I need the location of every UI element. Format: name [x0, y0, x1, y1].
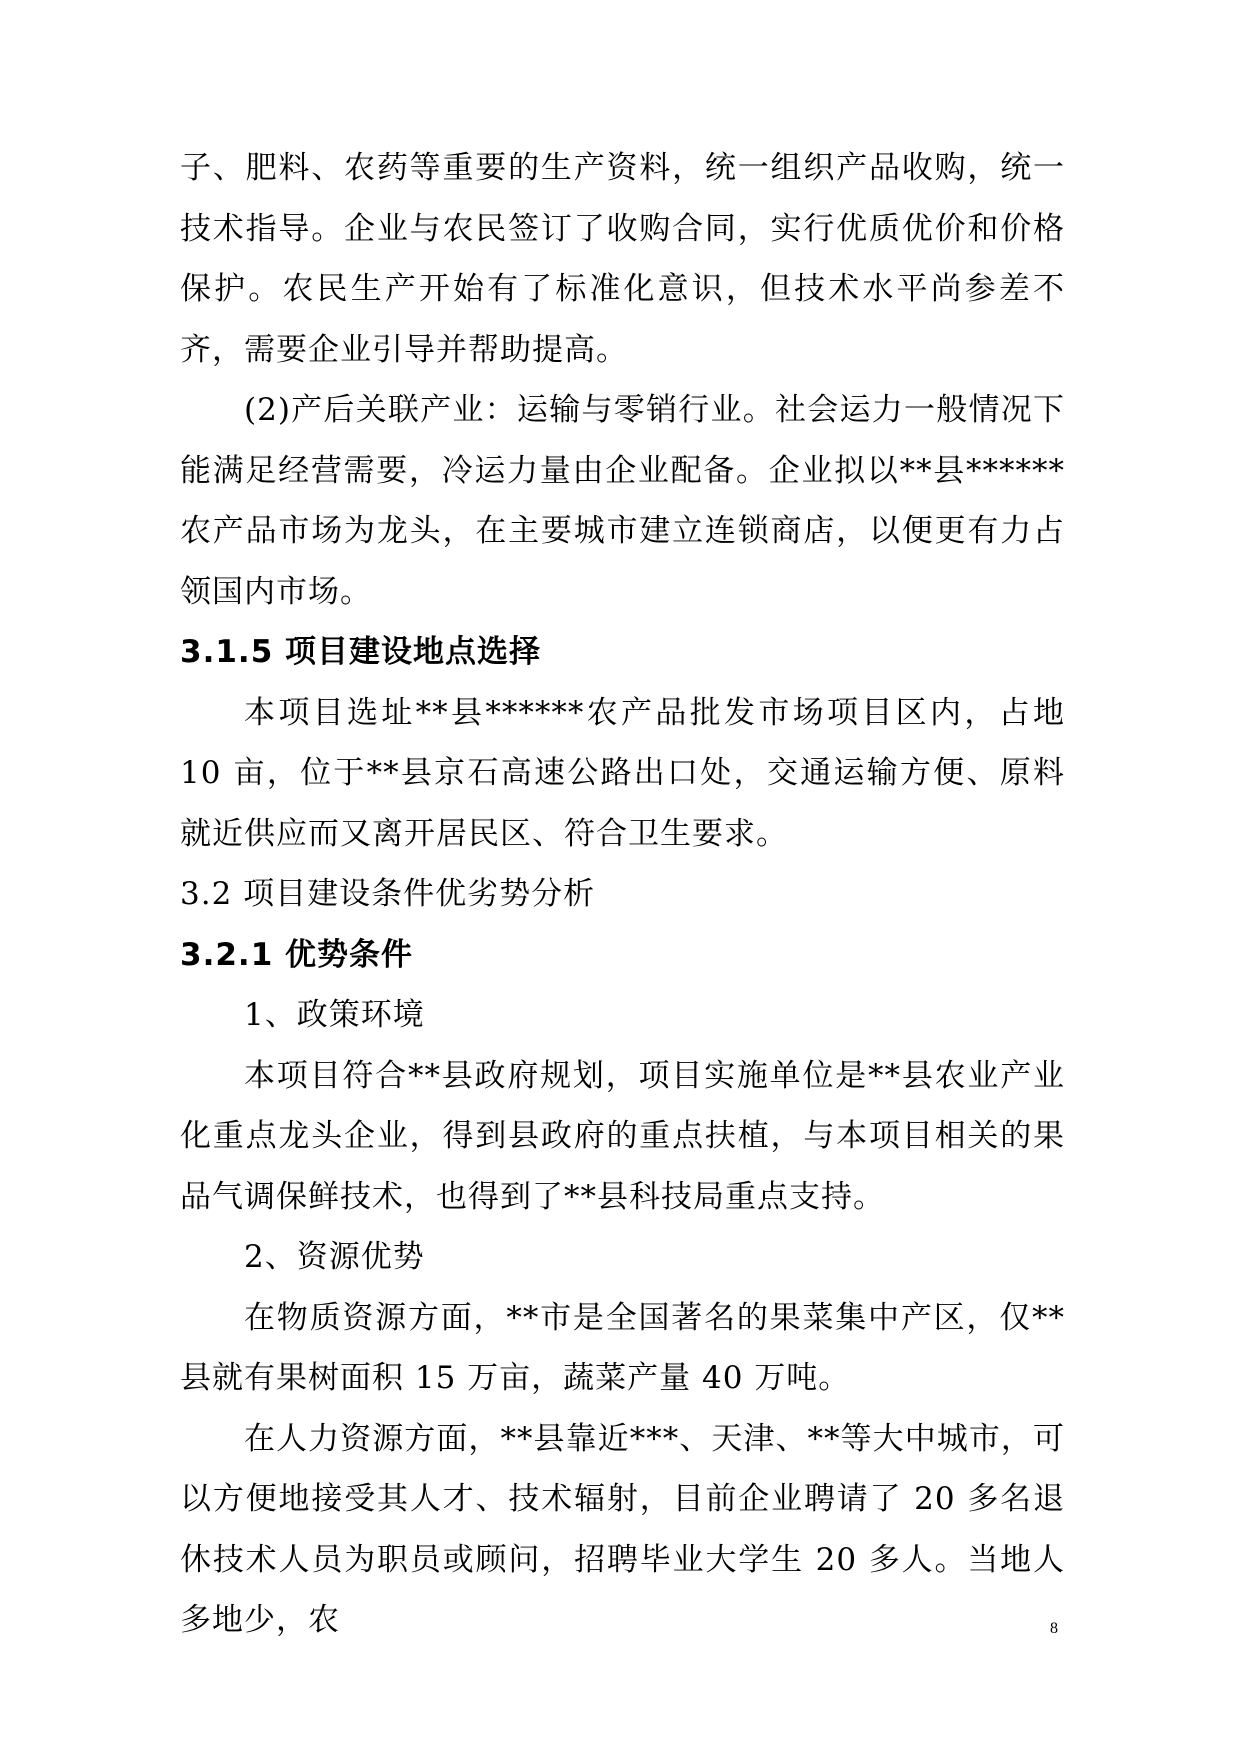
page-number: 8	[1050, 1620, 1058, 1637]
paragraph-material-resources: 在物质资源方面，**市是全国著名的果菜集中产区，仅**县就有果树面积 15 万亩，蔬菜产量 40 万吨。	[180, 1299, 1065, 1396]
paragraph-policy: 本项目符合**县政府规划，项目实施单位是**县农业产业化重点龙头企业，得到县政府的重点扶植，与本项目相关的果品气调保鲜技术，也得到了**县科技局重点支持。	[180, 1057, 1065, 1215]
section-heading-3-2-1: 3.2.1 优势条件	[180, 936, 414, 973]
section-heading-3-2: 3.2 项目建设条件优劣势分析	[180, 876, 596, 912]
paragraph-continued: 子、肥料、农药等重要的生产资料，统一组织产品收购，统一技术指导。企业与农民签订了收购合同，实行优质优价和价格保护。农民生产开始有了标准化意识，但技术水平尚参差不齐，需要企业引导并帮助提高。	[180, 150, 1065, 368]
document-body	[180, 138, 1065, 1651]
paragraph-downstream-industries: (2)产后关联产业：运输与零销行业。社会运力一般情况下能满足经营需要，冷运力量由企业配备。企业拟以**县******农产品市场为龙头，在主要城市建立连锁商店，以便更有力占领国内市场。	[180, 392, 1065, 610]
paragraph-site-selection: 本项目选址**县******农产品批发市场项目区内，占地 10 亩，位于**县京石高速公路出口处，交通运输方便、原料就近供应而又离开居民区、符合卫生要求。	[180, 694, 1065, 852]
paragraph-human-resources: 在人力资源方面，**县靠近***、天津、**等大中城市，可以方便地接受其人才、技术辐射，目前企业聘请了 20 多名退休技术人员为职员或顾问，招聘毕业大学生 20 多人。当地人多地少，农	[180, 1420, 1065, 1638]
list-heading-resources: 2、资源优势	[244, 1239, 425, 1275]
list-heading-policy: 1、政策环境	[244, 997, 425, 1033]
section-heading-3-1-5: 3.1.5 项目建设地点选择	[180, 634, 542, 670]
